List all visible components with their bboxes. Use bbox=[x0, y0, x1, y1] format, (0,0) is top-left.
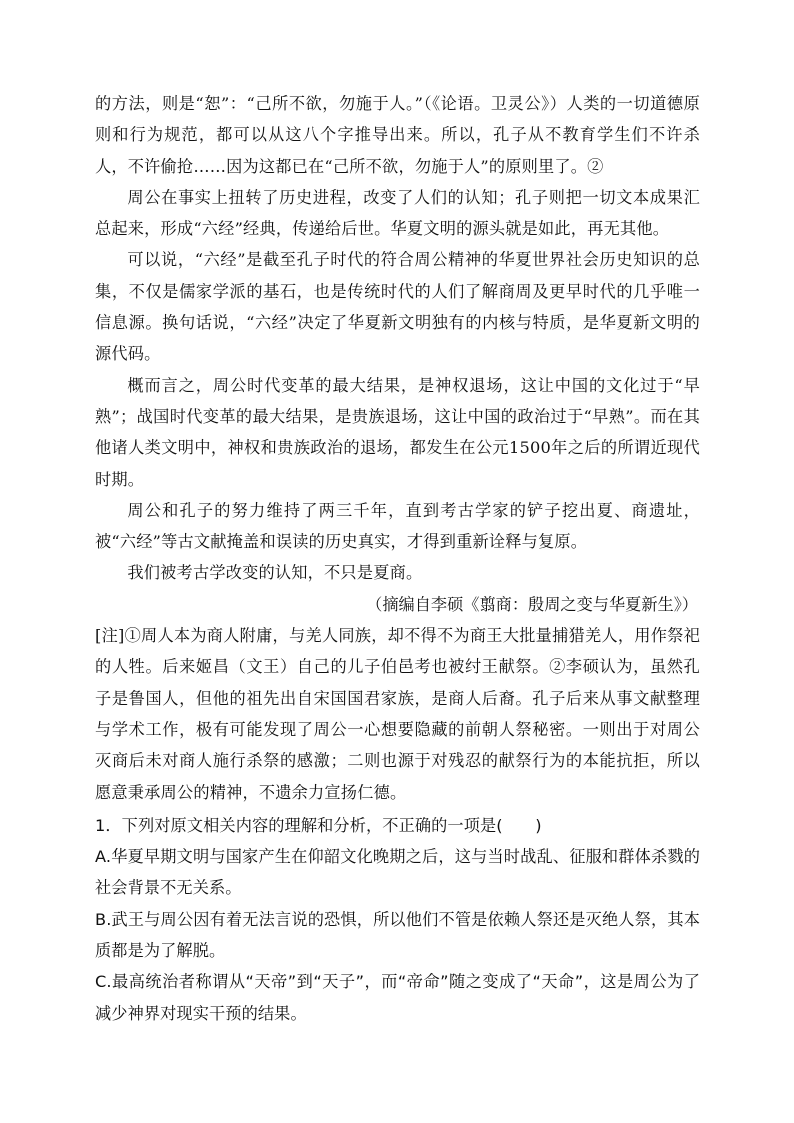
question-stem: 1．下列对原文相关内容的理解和分析，不正确的一项是( ) bbox=[95, 815, 542, 835]
body-paragraph-4: 概而言之，周公时代变革的最大结果，是神权退场，这让中国的文化过于“早熟”；战国时代变革的最大结果，是贵族退场，这让中国的政治过于“早熟”。而在其他诸人类文明中，神权和贵族政治的退场，都发生在公元1500年之后的所谓近现代时期。 bbox=[95, 375, 700, 489]
option-c: C.最高统治者称谓从“天帝”到“天子”，而“帝命”随之变成了“天命”，这是周公为了减少神界对现实干预的结果。 bbox=[95, 972, 700, 1023]
body-paragraph-6: 我们被考古学改变的认知，不只是夏商。 bbox=[127, 563, 423, 583]
body-paragraph-2: 周公在事实上扭转了历史进程，改变了人们的认知；孔子则把一切文本成果汇总起来，形成“六经”经典，传递给后世。华夏文明的源头就是如此，再无其他。 bbox=[95, 187, 700, 239]
option-b: B.武王与周公因有着无法言说的恐惧，所以他们不管是依赖人祭还是灭绝人祭，其本质都是为了解脱。 bbox=[95, 909, 700, 961]
document-page bbox=[95, 88, 700, 1029]
source-citation: （摘编自李硕《翦商：殷周之变与华夏新生》） bbox=[366, 594, 698, 614]
option-a: A.华夏早期文明与国家产生在仰韶文化晚期之后，这与当时战乱、征服和群体杀戮的社会背景不无关系。 bbox=[95, 847, 700, 898]
body-paragraph-3: 可以说，“六经”是截至孔子时代的符合周公精神的华夏世界社会历史知识的总集，不仅是儒家学派的基石，也是传统时代的人们了解商周及更早时代的几乎唯一信息源。换句话说，“六经”决定了华夏新文明独有的内核与特质，是华夏新文明的源代码。 bbox=[95, 250, 700, 364]
body-paragraph-1: 的方法，则是“恕”：“己所不欲，勿施于人。”（《论语。卫灵公》）人类的一切道德原则和行为规范，都可以从这八个字推导出来。所以，孔子从不教育学生们不许杀人，不许偷抢……因为这都已在“己所不欲，勿施于人”的原则里了。② bbox=[95, 94, 700, 176]
footnote: [注]①周人本为商人附庸，与羌人同族，却不得不为商王大批量捕猎羌人，用作祭祀的人牲。后来姬昌（文王）自己的儿子伯邑考也被纣王献祭。②李硕认为，虽然孔子是鲁国人，但他的祖先出自宋国国君家族，是商人后裔。孔子后来从事文献整理与学术工作，极有可能发现了周公一心想要隐藏的前朝人祭秘密。一则出于对周公灭商后未对商人施行杀祭的感激；二则也源于对残忍的献祭行为的本能抗拒，所以愿意秉承周公的精神，不遗余力宣扬仁德。 bbox=[95, 626, 700, 802]
body-paragraph-5: 周公和孔子的努力维持了两三千年，直到考古学家的铲子挖出夏、商遗址，被“六经”等古文献掩盖和误读的历史真实，才得到重新诠释与复原。 bbox=[95, 500, 700, 552]
